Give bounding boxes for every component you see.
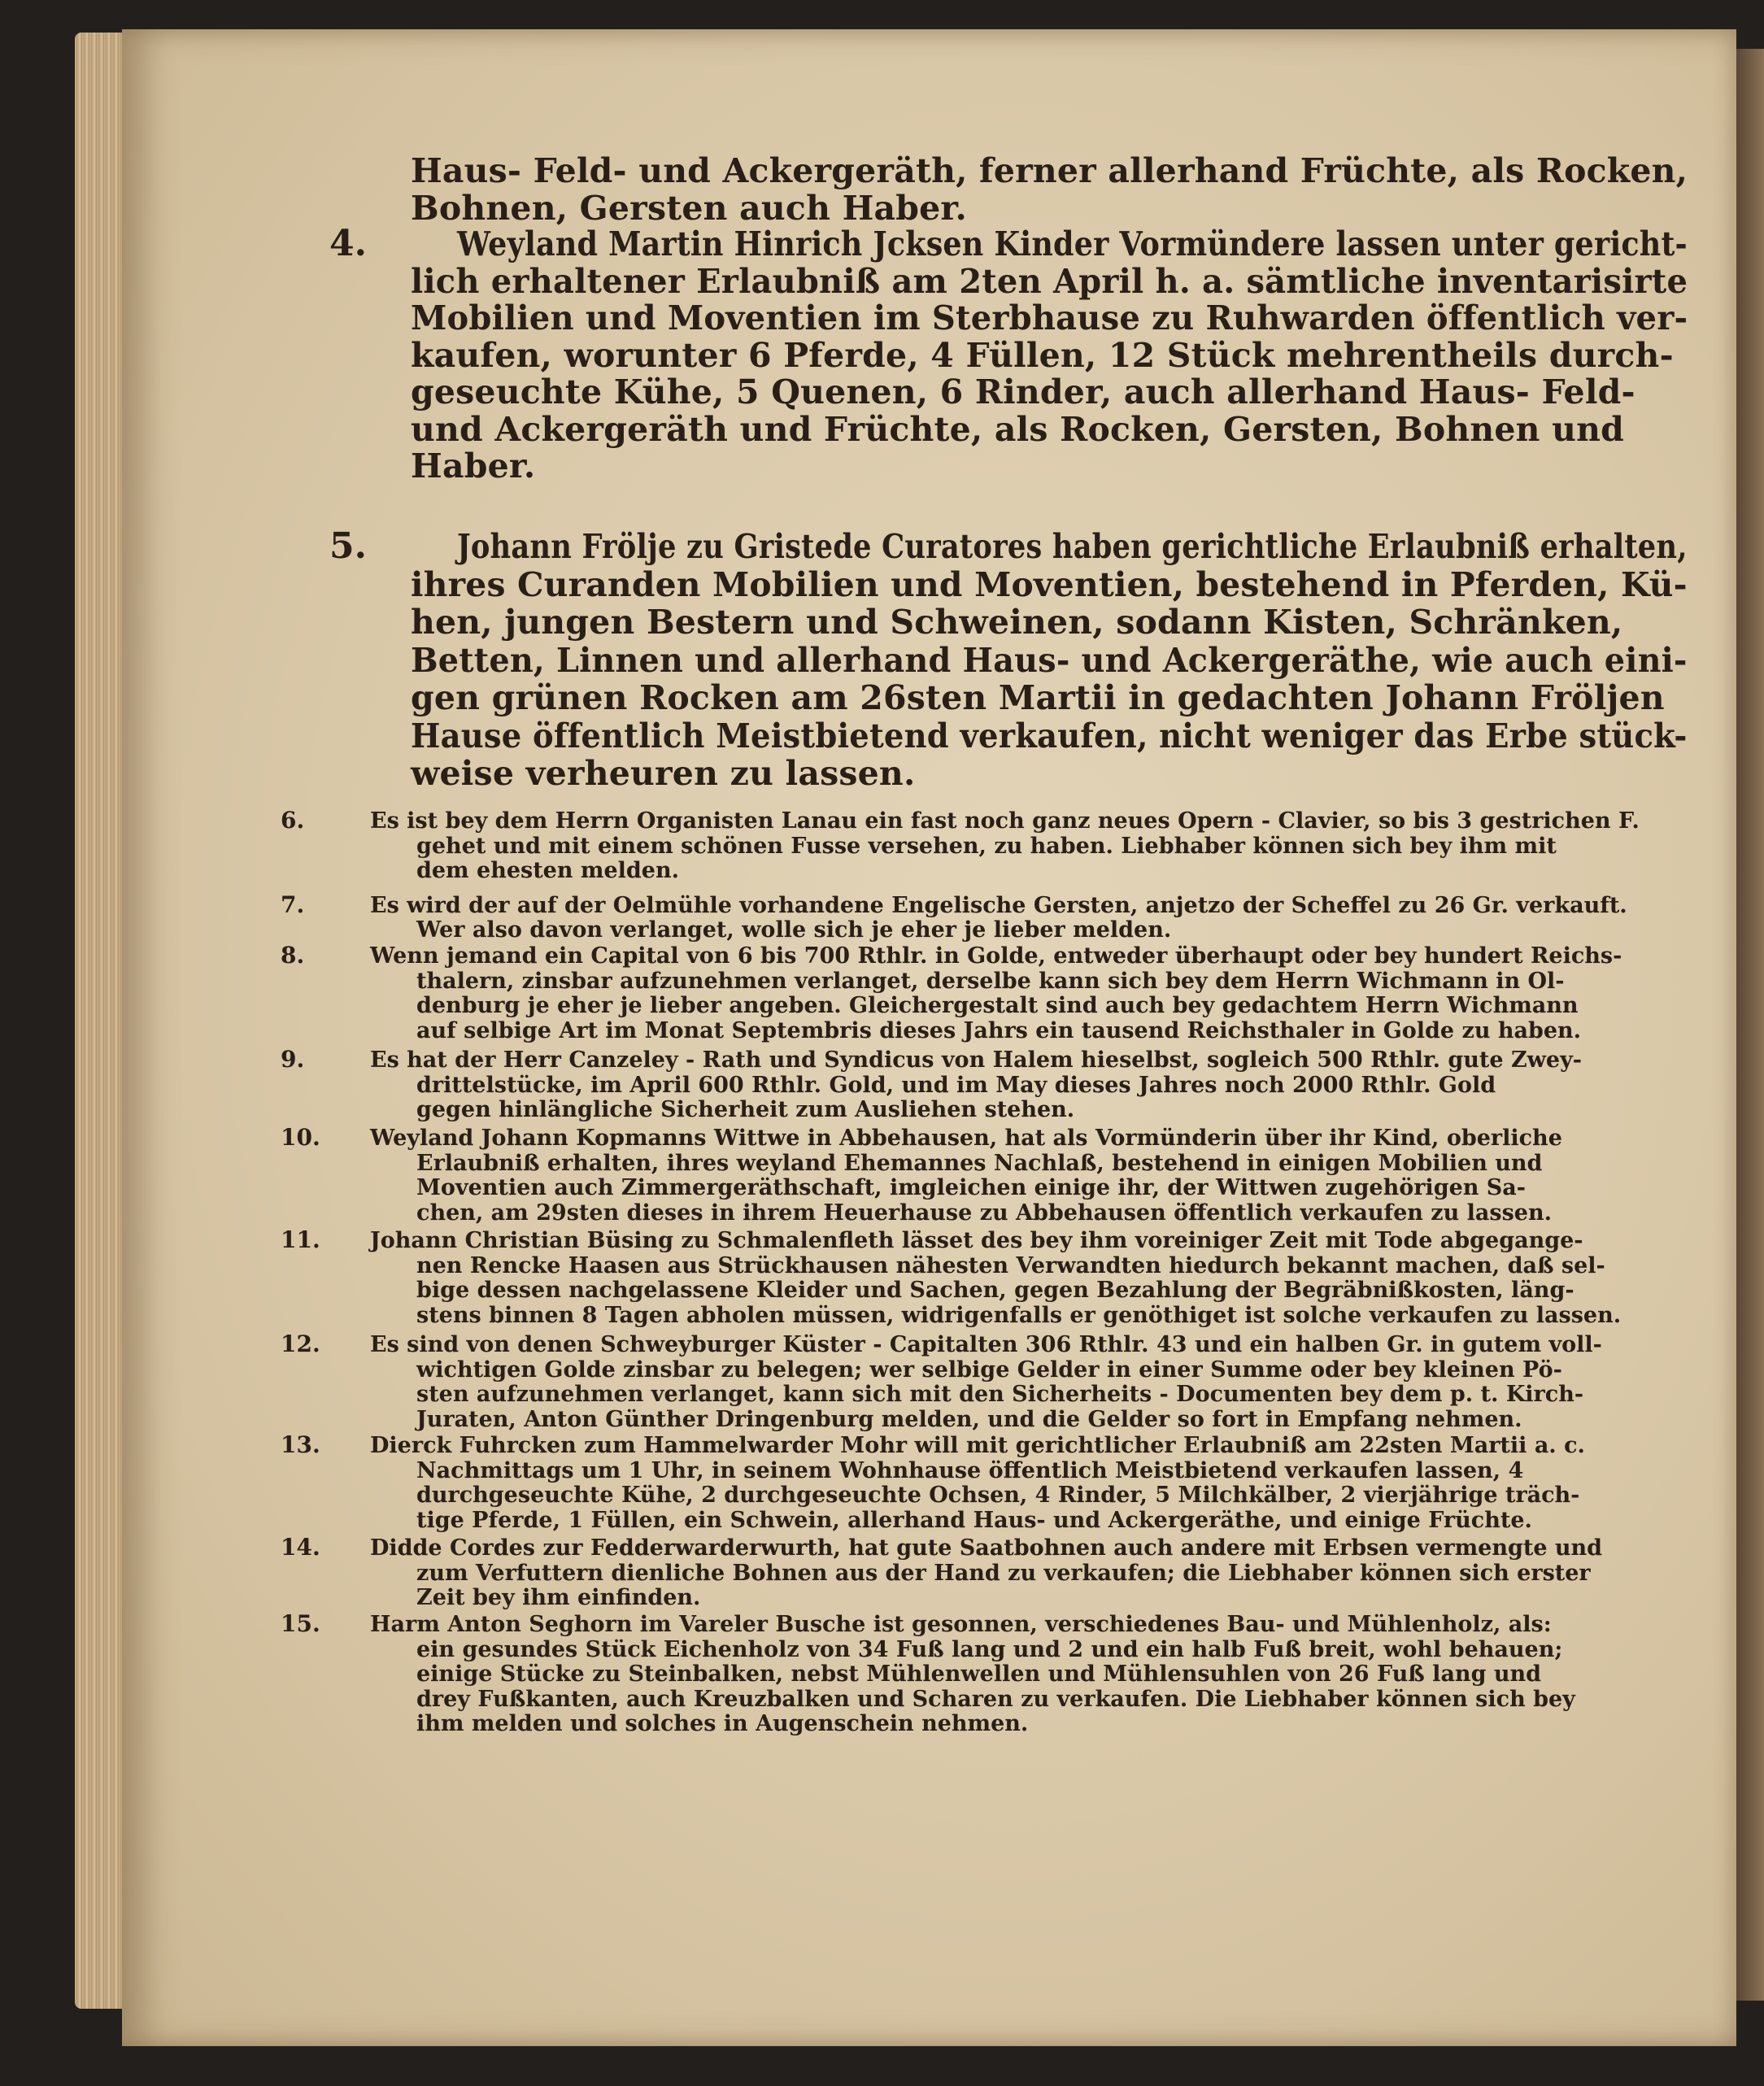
notice-number: 15. [281,1610,320,1637]
notice-number: 9. [281,1046,305,1073]
notice-line: stens binnen 8 Tagen abholen müssen, widrigenfalls er genöthiget ist solche verkaufen zu lassen. [416,1302,1622,1328]
notice-line: Nachmittags um 1 Uhr, in seinem Wohnhause öffentlich Meistbietend verkaufen lassen, 4 [416,1457,1524,1483]
notice-line: nen Rencke Haasen aus Strückhausen nähesten Verwandten hiedurch bekannt machen, daß sel- [416,1252,1605,1278]
notice-line: Betten, Linnen und allerhand Haus- und Ackergeräthe, wie auch eini- [411,640,1688,680]
notice-line: drittelstücke, im April 600 Rthlr. Gold, und im May dieses Jahres noch 2000 Rthlr. Gold [416,1072,1496,1098]
notice-line: kaufen, worunter 6 Pferde, 4 Füllen, 12 Stück mehrentheils durch- [411,335,1674,375]
notice-number: 12. [281,1330,320,1357]
notice-line: Johann Frölje zu Gristede Curatores haben gerichtliche Erlaubniß erhalten, [457,527,1688,566]
notice-number: 10. [281,1124,320,1151]
notice-line: Wenn jemand ein Capital von 6 bis 700 Rthlr. in Golde, entweder überhaupt oder bey hundert Reichs- [370,943,1622,969]
notice-line: Moventien auch Zimmergeräthschaft, imgleichen einige ihr, der Wittwen zugehörigen Sa- [416,1175,1526,1200]
notice-number: 13. [281,1431,320,1458]
notice-line: Dierck Fuhrcken zum Hammelwarder Mohr will mit gerichtlicher Erlaubniß am 22sten Martii a. c. [370,1433,1585,1458]
notice-line: dem ehesten melden. [416,858,679,883]
notice-line: Es sind von denen Schweyburger Küster - Capitalten 306 Rthlr. 43 und ein halben Gr. in gutem voll- [370,1332,1602,1357]
notice-number: 8. [281,942,305,969]
notice-number: 14. [281,1534,320,1561]
notice-line: gen grünen Rocken am 26sten Martii in gedachten Johann Fröljen [411,678,1665,717]
notice-number: 11. [281,1226,320,1253]
notice-line: Erlaubniß erhalten, ihres weyland Ehemannes Nachlaß, bestehend in einigen Mobilien und [416,1150,1543,1176]
notice-number: 6. [281,807,305,834]
notice-line: Johann Christian Büsing zu Schmalenfleth lässet des bey ihm voreiniger Zeit mit Tode abgegange- [370,1228,1583,1253]
notice-line: und Ackergeräth und Früchte, als Rocken, Gersten, Bohnen und [411,409,1625,449]
notice-line: lich erhaltener Erlaubniß am 2ten April h. a. sämtliche inventarisirte [411,261,1688,301]
notice-number: 7. [281,891,305,918]
notice-line: denburg je eher je lieber angeben. Gleichergestalt sind auch bey gedachtem Herrn Wichmann [416,993,1579,1018]
notice-line: Es wird der auf der Oelmühle vorhandene Engelische Gersten, anjetzo der Scheffel zu 26 Gr. verkauft. [370,893,1627,918]
notice-line: Juraten, Anton Günther Dringenburg melden, und die Gelder so fort in Empfang nehmen. [416,1406,1522,1432]
document-page [122,29,1736,2046]
notice-line: wichtigen Golde zinsbar zu belegen; wer selbige Gelder in einer Summe oder bey kleinen Pö- [416,1357,1562,1383]
notice-line: Wer also davon verlanget, wolle sich je eher je lieber melden. [416,917,1172,943]
notice-line: thalern, zinsbar aufzunehmen verlanget, derselbe kann sich bey dem Herrn Wichmann in Ol- [416,968,1565,994]
notice-line: Weyland Martin Hinrich Jcksen Kinder Vormündere lassen unter gericht- [457,224,1688,263]
notice-line: bige dessen nachgelassene Kleider und Sachen, gegen Bezahlung der Begräbnißkosten, läng- [416,1278,1575,1303]
notice-line: Haus- Feld- und Ackergeräth, ferner allerhand Früchte, als Rocken, [411,151,1688,190]
notice-line: weise verheuren zu lassen. [411,754,916,793]
notice-line: hen, jungen Bestern und Schweinen, sodann Kisten, Schränken, [411,603,1623,642]
notice-line: Weyland Johann Kopmanns Wittwe in Abbehausen, hat als Vormünderin über ihr Kind, oberliche [370,1126,1562,1151]
notice-line: ein gesundes Stück Eichenholz von 34 Fuß lang und 2 und ein halb Fuß breit, wohl behauen; [416,1636,1563,1662]
notice-line: zum Verfuttern dienliche Bohnen aus der Hand zu verkaufen; die Liebhaber können sich erster [416,1560,1591,1586]
notice-line: ihres Curanden Mobilien und Moventien, bestehend in Pferden, Kü- [411,564,1688,604]
notice-line: sten aufzunehmen verlanget, kann sich mit den Sicherheits - Documenten bey dem p. t. Kirch- [416,1382,1584,1407]
notice-number: 4. [329,223,367,264]
notice-line: geseuchte Kühe, 5 Quenen, 6 Rinder, auch allerhand Haus- Feld- [411,372,1636,412]
notice-line: Es ist bey dem Herrn Organisten Lanau ein fast noch ganz neues Opern - Clavier, so bis 3 gestrichen F. [370,808,1640,834]
notice-line: Didde Cordes zur Fedderwarderwurth, hat gute Saatbohnen auch andere mit Erbsen vermengte und [370,1535,1603,1561]
notice-line: auf selbige Art im Monat Septembris dieses Jahrs ein tausend Reichsthaler in Golde zu haben. [416,1017,1582,1043]
notice-line: drey Fußkanten, auch Kreuzbalken und Scharen zu verkaufen. Die Liebhaber können sich bey [416,1686,1575,1712]
notice-line: Mobilien und Moventien im Sterbhause zu Ruhwarden öffentlich ver- [411,298,1688,338]
notice-line: ihm melden und solches in Augenschein nehmen. [416,1711,1029,1736]
notice-line: Zeit bey ihm einfinden. [416,1585,701,1610]
notice-line: Es hat der Herr Canzeley - Rath und Syndicus von Halem hieselbst, sogleich 500 Rthlr. gute Zwey- [370,1047,1582,1073]
notice-number: 5. [329,525,367,567]
notice-line: gegen hinlängliche Sicherheit zum Ausliehen stehen. [416,1097,1075,1122]
facing-page-edge [1736,49,1764,2001]
notice-line: chen, am 29sten dieses in ihrem Heuerhause zu Abbehausen öffentlich verkaufen zu lassen. [416,1200,1553,1226]
notice-line: Harm Anton Seghorn im Vareler Busche ist gesonnen, verschiedenes Bau- und Mühlenholz, als: [370,1612,1552,1637]
notice-line: Haber. [411,446,536,486]
notice-line: durchgeseuchte Kühe, 2 durchgeseuchte Ochsen, 4 Rinder, 5 Milchkälber, 2 vierjährige träch- [416,1483,1580,1508]
notice-line: einige Stücke zu Steinbalken, nebst Mühlenwellen und Mühlensuhlen von 26 Fuß lang und [416,1661,1541,1687]
notice-line: tige Pferde, 1 Füllen, ein Schwein, allerhand Haus- und Ackergeräthe, und einige Früchte. [416,1507,1532,1533]
notice-line: gehet und mit einem schönen Fusse versehen, zu haben. Liebhaber können sich bey ihm mit [416,833,1557,859]
notice-line: Bohnen, Gersten auch Haber. [411,189,967,228]
notice-line: Hause öffentlich Meistbietend verkaufen, nicht weniger das Erbe stück- [411,716,1688,756]
